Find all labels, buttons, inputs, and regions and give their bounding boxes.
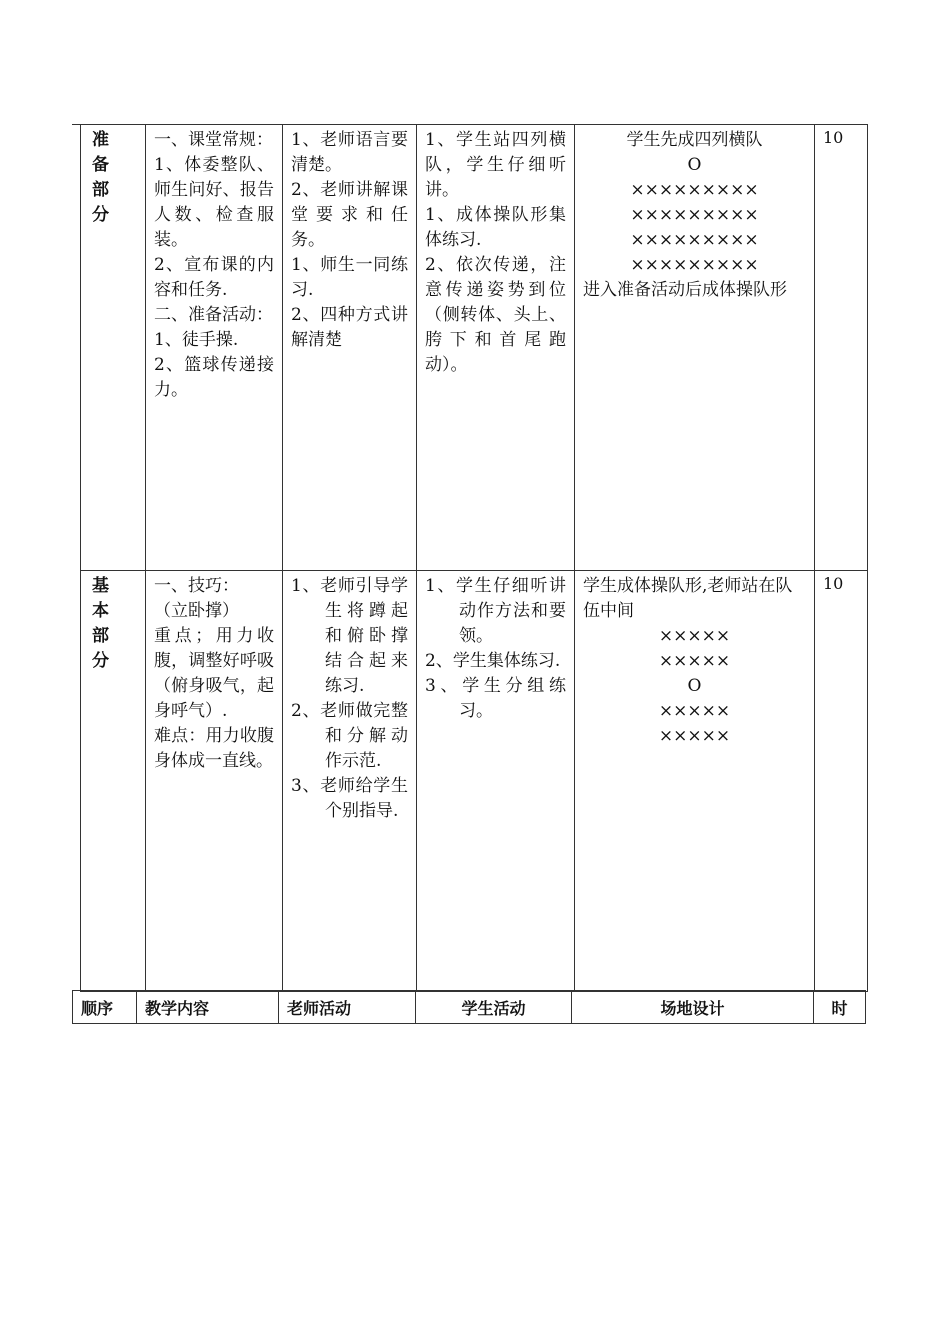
formation-row: ×××××	[658, 651, 731, 671]
list-item: 2、学生集体练习.	[425, 651, 561, 671]
teacher-cell	[283, 125, 417, 571]
formation-row: ×××××××××	[630, 180, 759, 200]
content-cell	[146, 571, 283, 992]
field-title: 学生先成四列横队	[626, 130, 763, 150]
time-value: 10	[823, 574, 844, 593]
header-teacher: 老师活动	[279, 991, 416, 1024]
formation-row: ×××××××××	[630, 255, 759, 275]
header-time: 时	[814, 991, 866, 1024]
field-note: 学生成体操队形,老师站在队伍中间	[583, 576, 793, 621]
list-item: 1、老师引导学生将蹲起和俯卧撑结合起来练习.	[291, 576, 408, 696]
section-cell	[81, 125, 146, 571]
student-cell	[417, 571, 575, 992]
formation-row: ×××××	[658, 701, 731, 721]
header-row	[73, 991, 866, 1024]
header-content: 教学内容	[137, 991, 279, 1024]
list-item: 3、学生分组练习。	[425, 676, 566, 721]
section-label: 准备部分	[92, 130, 109, 225]
field-design	[575, 125, 814, 306]
time-cell	[815, 125, 868, 571]
header-order: 顺序	[73, 991, 137, 1024]
header-field: 场地设计	[572, 991, 814, 1024]
teacher-activity: 1、老师语言要清楚。 2、老师讲解课堂要求和任务。 1、师生一同练习. 2、四种方式讲解清楚	[291, 130, 408, 350]
lesson-plan-table	[80, 124, 868, 992]
student-cell	[417, 125, 575, 571]
section-label: 基本部分	[92, 576, 109, 671]
list-item: 2、老师做完整和分解动作示范.	[291, 701, 408, 771]
field-note: 进入准备活动后成体操队形	[583, 280, 787, 300]
field-design	[575, 571, 814, 752]
teaching-content: 一、课堂常规： 1、体委整队、师生问好、报告人数、检查服装。 2、宣布课的内容和任务. 二、准备活动： 1、徒手操. 2、篮球传递接力。	[154, 130, 274, 400]
formation-row: ×××××	[658, 626, 731, 646]
time-value: 10	[823, 128, 844, 147]
table-row-basic	[81, 571, 868, 992]
field-cell	[575, 125, 815, 571]
content-cell	[146, 125, 283, 571]
formation-row: ×××××	[658, 726, 731, 746]
list-item: 3、老师给学生个别指导.	[291, 776, 408, 821]
field-cell	[575, 571, 815, 992]
table-header	[72, 990, 866, 1024]
teacher-cell	[283, 571, 417, 992]
teacher-position-mark: O	[687, 676, 702, 696]
list-item: 1、学生仔细听讲动作方法和要领。	[425, 576, 566, 646]
table-row-preparation	[81, 125, 868, 571]
formation-row: ×××××××××	[630, 205, 759, 225]
student-activity	[417, 571, 574, 727]
header-student: 学生活动	[416, 991, 572, 1024]
formation-row: ×××××××××	[630, 230, 759, 250]
student-activity: 1、学生站四列横队，学生仔细听讲。 1、成体操队形集体练习. 2、依次传递，注意传递姿势到位（侧转体、头上、胯下和首尾跑动）。	[425, 130, 566, 375]
teaching-content: 一、技巧： （立卧撑） 重点；用力收腹，调整好呼吸（俯身吸气，起身呼气）. 难点：用力收腹身体成一直线。	[154, 576, 274, 771]
teacher-activity	[283, 571, 416, 827]
teacher-position-mark: O	[687, 155, 702, 175]
time-cell	[815, 571, 868, 992]
section-cell	[81, 571, 146, 992]
